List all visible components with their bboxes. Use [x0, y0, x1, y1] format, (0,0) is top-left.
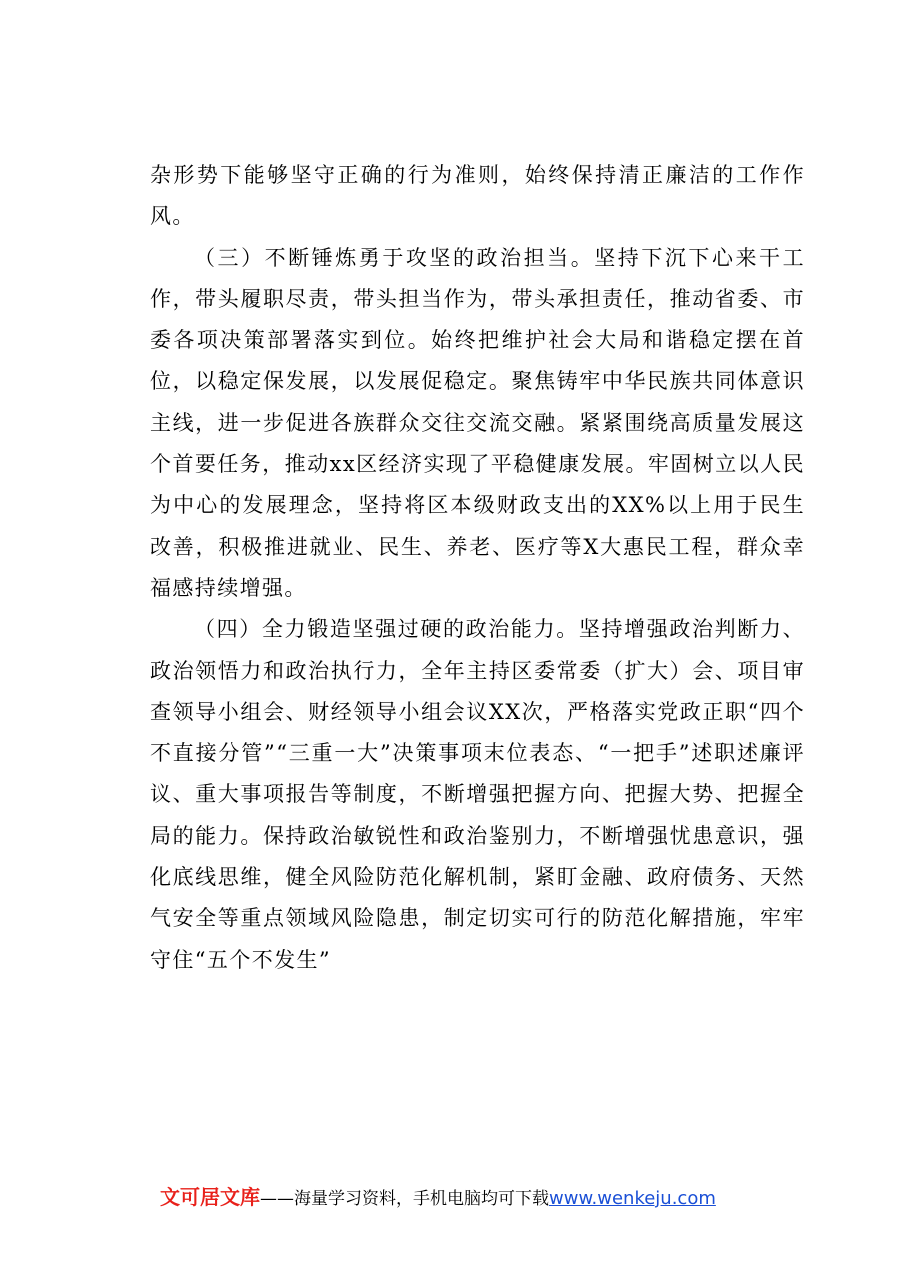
paragraph-section-three: （三）不断锤炼勇于攻坚的政治担当。坚持下沉下心来干工作，带头履职尽责，带头担当作为，带头承担责任，推动省委、市委各项决策部署落实到位。始终把维护社会大局和谐稳定摆在首位，以稳定保发展，以发展促稳定。聚焦铸牢中华民族共同体意识主线，进一步促进各族群众交往交流交融。紧紧围绕高质量发展这个首要任务，推动xx区经济实现了平稳健康发展。牢固树立以人民为中心的发展理念，坚持将区本级财政支出的XX%以上用于民生改善，积极推进就业、民生、养老、医疗等X大惠民工程，群众幸福感持续增强。 [150, 245, 805, 600]
document-body [150, 155, 805, 981]
footer-watermark [160, 1181, 780, 1211]
paragraph-section-four: （四）全力锻造坚强过硬的政治能力。坚持增强政治判断力、政治领悟力和政治执行力，全年主持区委常委（扩大）会、项目审查领导小组会、财经领导小组会议XX次，严格落实党政正职“四个不直接分管”“三重一大”决策事项末位表态、“一把手”述职述廉评议、重大事项报告等制度，不断增强把握方向、把握大势、把握全局的能力。保持政治敏锐性和政治鉴别力，不断增强忧患意识，强化底线思维，健全风险防范化解机制，紧盯金融、政府债务、天然气安全等重点领域风险隐患，制定切实可行的防范化解措施，牢牢守住“五个不发生” [150, 617, 805, 972]
paragraph-continuation: 杂形势下能够坚守正确的行为准则，始终保持清正廉洁的工作作风。 [150, 163, 805, 229]
footer-tagline: ——海量学习资料，手机电脑均可下载 [260, 1189, 549, 1209]
footer-site-link[interactable]: www.wenkeju.com [549, 1188, 716, 1209]
footer-brand: 文可居文库 [160, 1185, 260, 1209]
